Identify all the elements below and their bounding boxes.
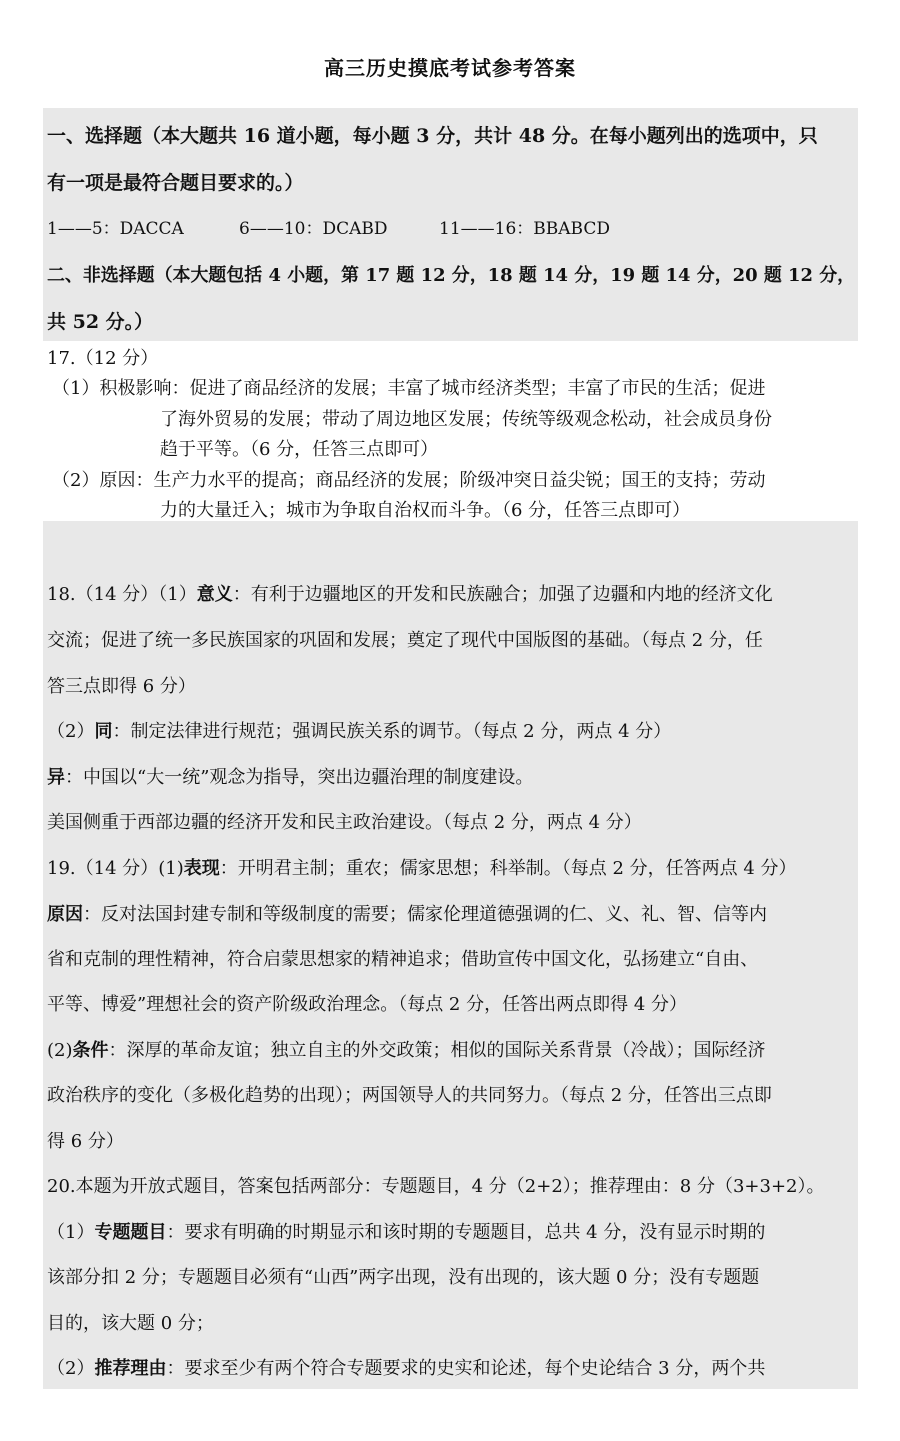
q17-part2-line2: 力的大量迁入；城市为争取自治权而斗争。（6 分，任答三点即可） bbox=[160, 500, 691, 521]
q18-line1 bbox=[47, 580, 773, 606]
q18-line2: 交流；促进了统一多民族国家的巩固和发展；奠定了现代中国版图的基础。（每点 2 分，任 bbox=[47, 630, 763, 651]
q19-part2-label: (2) bbox=[47, 1040, 73, 1061]
q17-part2-line1: （2）原因：生产力水平的提高；商品经济的发展；阶级冲突日益尖锐；国王的支持；劳动 bbox=[52, 470, 766, 491]
q19-keyword-reason: 原因 bbox=[47, 904, 83, 925]
q19-line5 bbox=[47, 1036, 766, 1062]
q20-line5 bbox=[47, 1354, 765, 1380]
section2-heading-line1: 二、非选择题（本大题包括 4 小题，第 17 题 12 分，18 题 14 分，19 题 14 分，20 题 12 分， bbox=[47, 265, 856, 286]
q18-keyword-different: 异 bbox=[47, 767, 65, 788]
section1-heading-line2: 有一项是最符合题目要求的。） bbox=[47, 172, 304, 194]
q18-line1-text: ：有利于边疆地区的开发和民族融合；加强了边疆和内地的经济文化 bbox=[232, 584, 773, 605]
section1-heading-line1: 一、选择题（本大题共 16 道小题，每小题 3 分，共计 48 分。在每小题列出的选项中，只 bbox=[47, 125, 818, 147]
q20-line2-text: ：要求有明确的时期显示和该时期的专题题目，总共 4 分，没有显示时期的 bbox=[166, 1222, 766, 1243]
q20-line2 bbox=[47, 1218, 765, 1244]
q19-line2 bbox=[47, 900, 767, 926]
q20-line1: 20.本题为开放式题目，答案包括两部分：专题题目，4 分（2+2）；推荐理由：8 分（3+3+2）。 bbox=[47, 1176, 825, 1197]
q17-part1-line3: 趋于平等。（6 分，任答三点即可） bbox=[160, 439, 439, 460]
q20-keyword-topic: 专题题目 bbox=[94, 1222, 167, 1243]
answer-group-2: 6——10：DCABD bbox=[239, 219, 388, 239]
q17-part1-line2: 了海外贸易的发展；带动了周边地区发展；传统等级观念松动，社会成员身份 bbox=[160, 409, 772, 430]
q19-label: 19.（14 分）(1) bbox=[47, 858, 184, 879]
q18-line4-text: ：制定法律进行规范；强调民族关系的调节。（每点 2 分，两点 4 分） bbox=[112, 721, 672, 742]
q20-part2-label: （2） bbox=[47, 1358, 95, 1379]
q19-line6: 政治秩序的变化（多极化趋势的出现）；两国领导人的共同努力。（每点 2 分，任答出三点即 bbox=[47, 1085, 772, 1106]
q19-line7: 得 6 分） bbox=[47, 1131, 124, 1152]
q19-line4: 平等、博爱”理想社会的资产阶级政治理念。（每点 2 分，任答出两点即得 4 分） bbox=[47, 994, 687, 1015]
q20-part1-label: （1） bbox=[47, 1222, 95, 1243]
q19-line1 bbox=[47, 854, 797, 880]
q19-line1-text: ：开明君主制；重农；儒家思想；科举制。（每点 2 分，任答两点 4 分） bbox=[219, 858, 797, 879]
q19-line2-text: ：反对法国封建专制和等级制度的需要；儒家伦理道德强调的仁、义、礼、智、信等内 bbox=[83, 904, 767, 925]
q17-part1-line1: （1）积极影响：促进了商品经济的发展；丰富了城市经济类型；丰富了市民的生活；促进 bbox=[52, 378, 766, 399]
q18-keyword-same: 同 bbox=[94, 721, 113, 742]
q19-line5-text: ：深厚的革命友谊；独立自主的外交政策；相似的国际关系背景（冷战）；国际经济 bbox=[108, 1040, 766, 1061]
q18-part2-label: （2） bbox=[47, 721, 95, 742]
q20-keyword-reason: 推荐理由 bbox=[94, 1358, 167, 1379]
choice-answers bbox=[47, 214, 610, 239]
answer-group-1: 1——5：DACCA bbox=[47, 219, 184, 239]
q18-line5 bbox=[47, 763, 533, 789]
q20-line3: 该部分扣 2 分；专题题目必须有“山西”两字出现，没有出现的，该大题 0 分；没有专题题 bbox=[47, 1267, 760, 1288]
q19-line3: 省和克制的理性精神，符合启蒙思想家的精神追求；借助宣传中国文化，弘扬建立“自由、 bbox=[47, 949, 759, 970]
q18-line4 bbox=[47, 717, 671, 743]
q18-line5-text: ：中国以“大一统”观念为指导，突出边疆治理的制度建设。 bbox=[65, 767, 534, 788]
q18-line6: 美国侧重于西部边疆的经济开发和民主政治建设。（每点 2 分，两点 4 分） bbox=[47, 812, 642, 833]
q17-heading: 17.（12 分） bbox=[47, 348, 159, 369]
q18-label: 18.（14 分）（1） bbox=[47, 584, 197, 605]
q20-line5-text: ：要求至少有两个符合专题要求的史实和论述，每个史论结合 3 分，两个共 bbox=[166, 1358, 766, 1379]
q19-keyword-manifestation: 表现 bbox=[183, 858, 220, 879]
section2-heading-line2: 共 52 分。） bbox=[47, 311, 154, 333]
answer-group-3: 11——16：BBABCD bbox=[439, 219, 610, 239]
q20-line4: 目的，该大题 0 分； bbox=[47, 1313, 214, 1334]
q18-keyword-significance: 意义 bbox=[196, 584, 233, 605]
q18-line3: 答三点即得 6 分） bbox=[47, 676, 196, 697]
page-title: 高三历史摸底考试参考答案 bbox=[324, 56, 576, 80]
q19-keyword-condition: 条件 bbox=[72, 1040, 109, 1061]
